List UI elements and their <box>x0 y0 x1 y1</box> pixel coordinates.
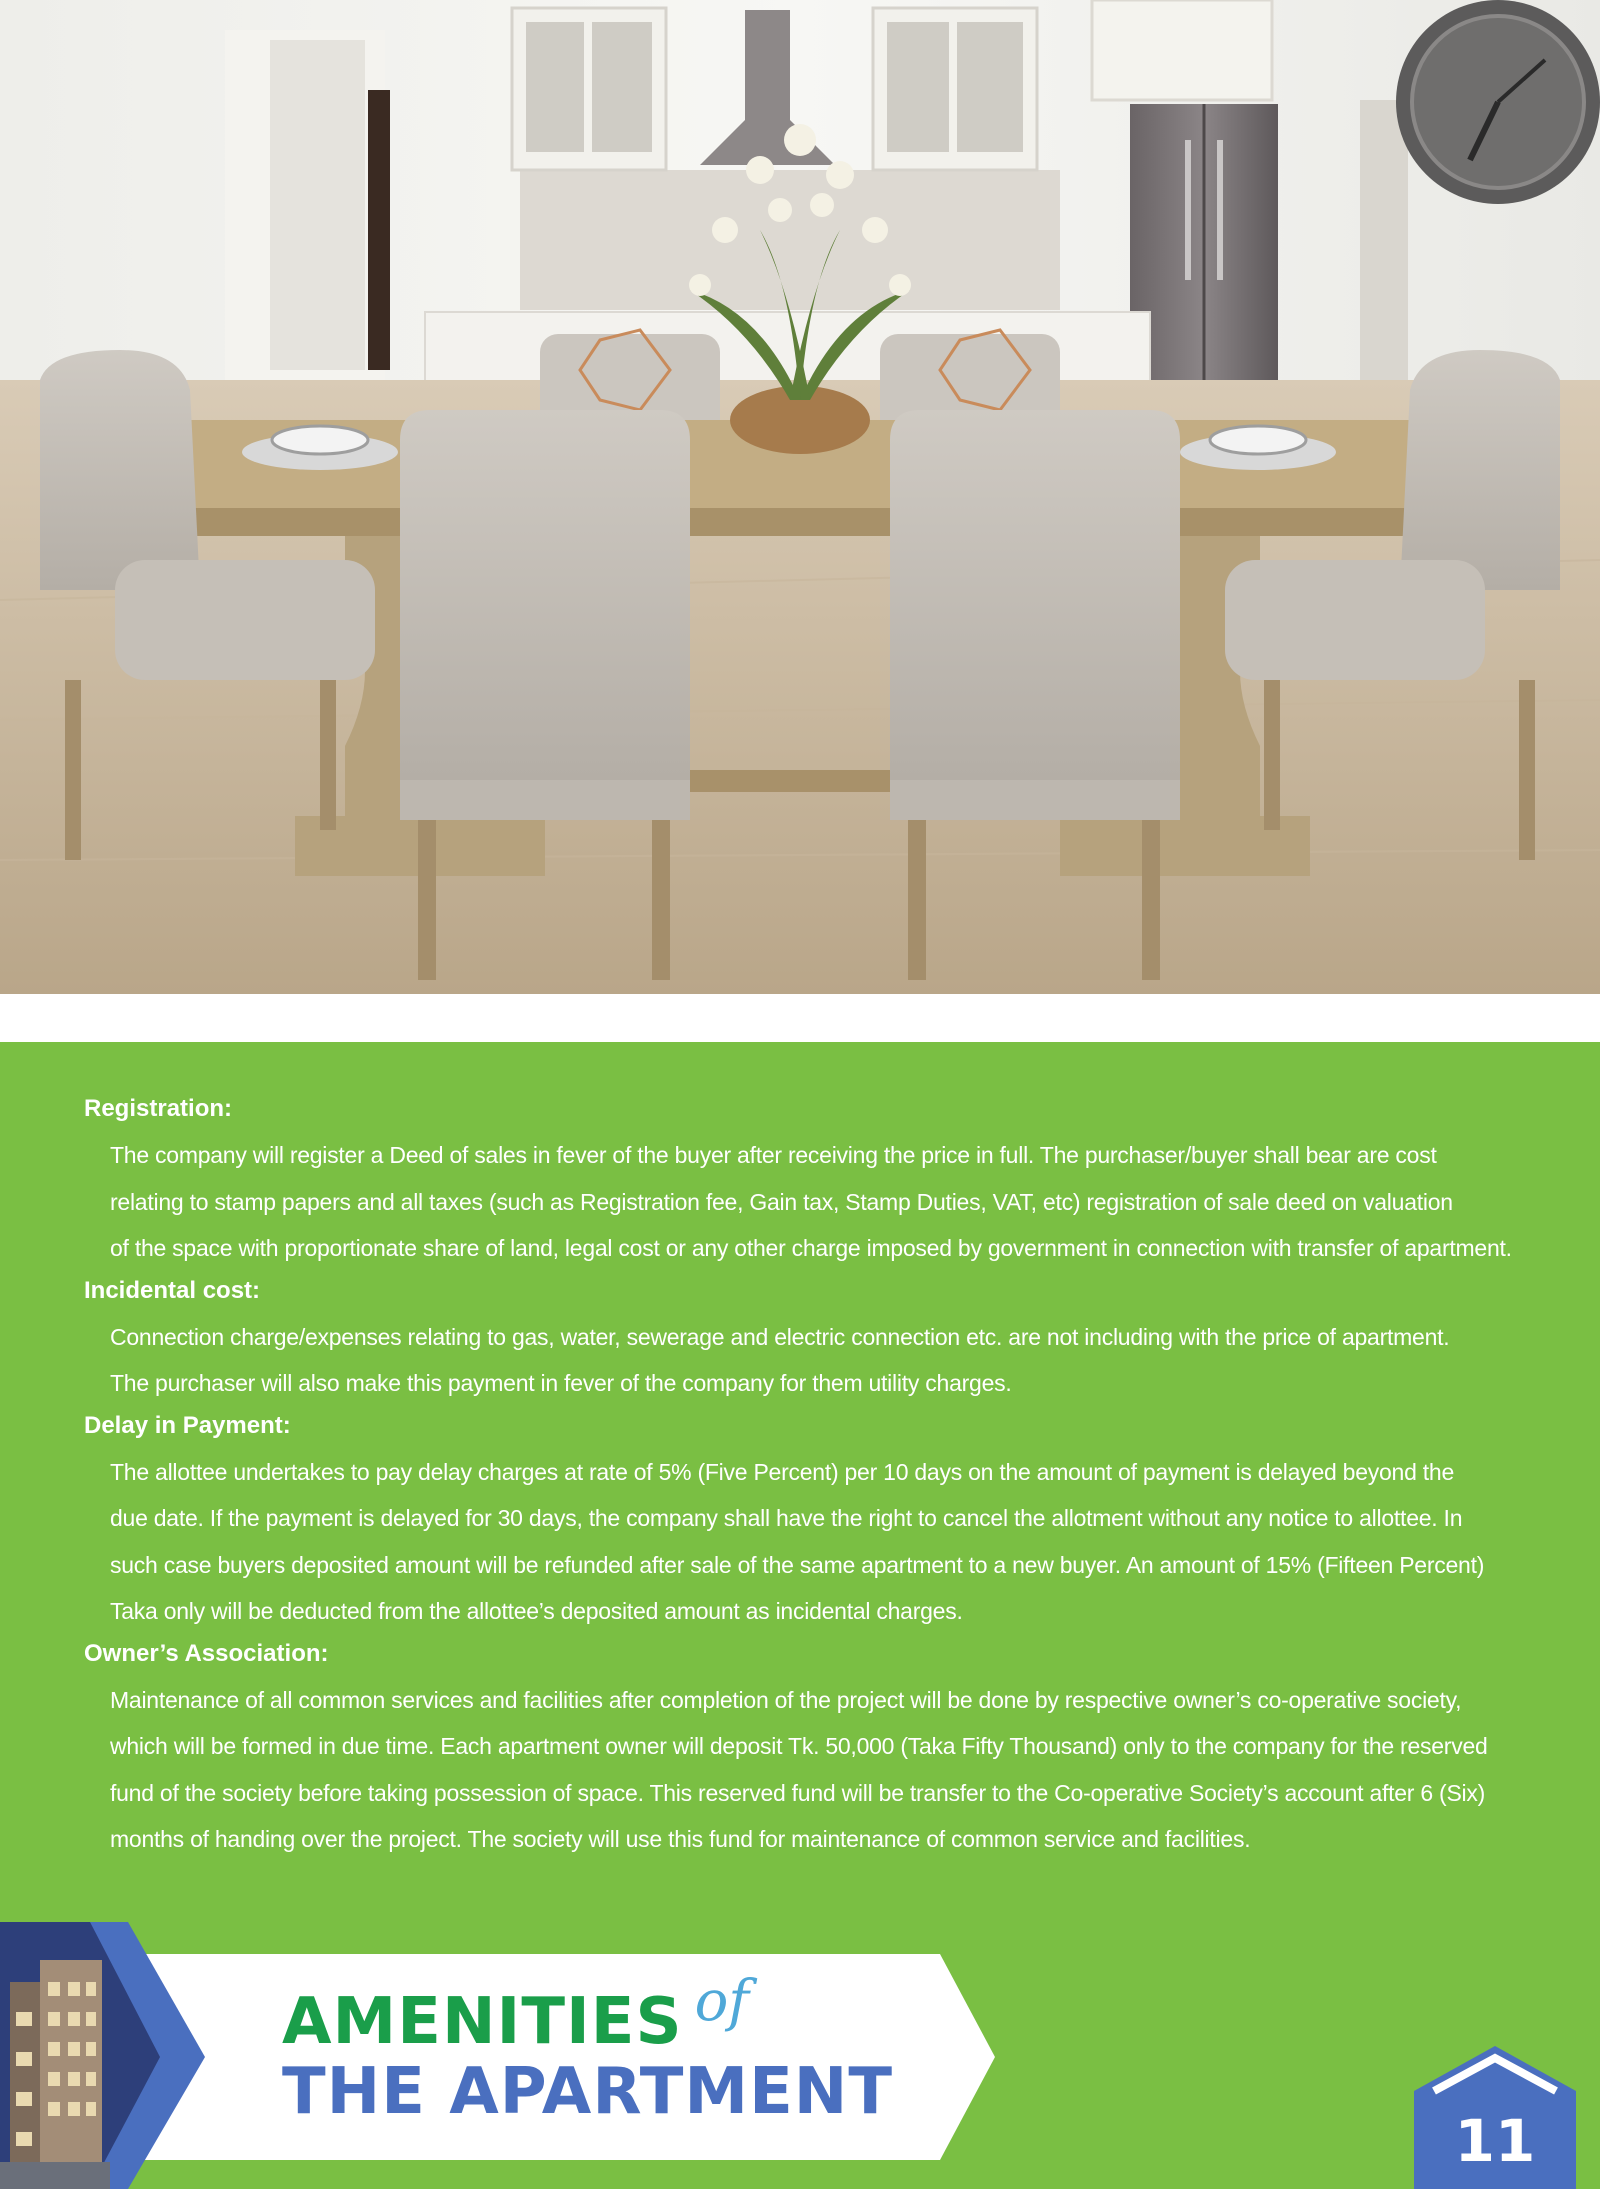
title-amenities: AMENITIES <box>282 1985 683 2059</box>
section-line: months of handing over the project. The society will use this fund for maintenance of common service and facilities. <box>110 1826 1251 1852</box>
section-body-registration <box>84 1132 1524 1272</box>
section-line: The company will register a Deed of sales in fever of the buyer after receiving the price in full. The purchaser/buyer shall bear are cost <box>110 1142 1437 1168</box>
title-the-apartment: THE APARTMENT <box>282 2055 893 2129</box>
section-body-incidental-cost <box>84 1314 1524 1407</box>
section-heading-incidental-cost: Incidental cost: <box>84 1276 261 1304</box>
section-line: Connection charge/expenses relating to gas, water, sewerage and electric connection etc. are not including with the price of apartment. <box>110 1323 1450 1350</box>
title-of-script: of <box>694 1969 750 2034</box>
section-heading-registration: Registration: <box>84 1095 233 1122</box>
section-line: Taka only will be deducted from the allottee’s deposited amount as incidental charges. <box>110 1598 963 1624</box>
section-line: such case buyers deposited amount will be refunded after sale of the same apartment to a new buyer. An amount of 15% (Fifteen Percent) <box>110 1551 1485 1578</box>
terms-content <box>84 1094 1524 1867</box>
section-line: of the space with proportionate share of land, legal cost or any other charge imposed by government in connection with transfer of apartment. <box>110 1235 1512 1261</box>
page-number: 11 <box>1454 2107 1536 2175</box>
title-line-1 <box>282 1969 893 2059</box>
dining-room-photo <box>0 0 1600 994</box>
section-line: relating to stamp papers and all taxes (such as Registration fee, Gain tax, Stamp Duties, VAT, etc) registration of sale deed on valuation <box>110 1188 1453 1215</box>
section-body-owners-association <box>84 1677 1524 1863</box>
section-line: due date. If the payment is delayed for 30 days, the company shall have the right to cancel the allotment without any notice to allottee. In <box>110 1505 1463 1531</box>
section-line: Maintenance of all common services and facilities after completion of the project will be done by respective owner’s co-operative society, <box>110 1686 1462 1713</box>
section-line: The purchaser will also make this payment in fever of the company for them utility charges. <box>110 1370 1012 1396</box>
section-line: The allottee undertakes to pay delay charges at rate of 5% (Five Percent) per 10 days on the amount of payment is delayed beyond the <box>110 1458 1454 1485</box>
section-body-delay-in-payment <box>84 1449 1524 1635</box>
page-title <box>282 1969 893 2129</box>
section-line: fund of the society before taking possession of space. This reserved fund will be transfer to the Co-operative Society’s account after 6 (Six) <box>110 1779 1486 1806</box>
section-heading-delay-in-payment: Delay in Payment: <box>84 1411 291 1439</box>
section-line: which will be formed in due time. Each apartment owner will deposit Tk. 50,000 (Taka Fifty Thousand) only to the company for the reserved <box>110 1733 1488 1759</box>
section-heading-owners-association: Owner’s Association: <box>84 1639 329 1667</box>
